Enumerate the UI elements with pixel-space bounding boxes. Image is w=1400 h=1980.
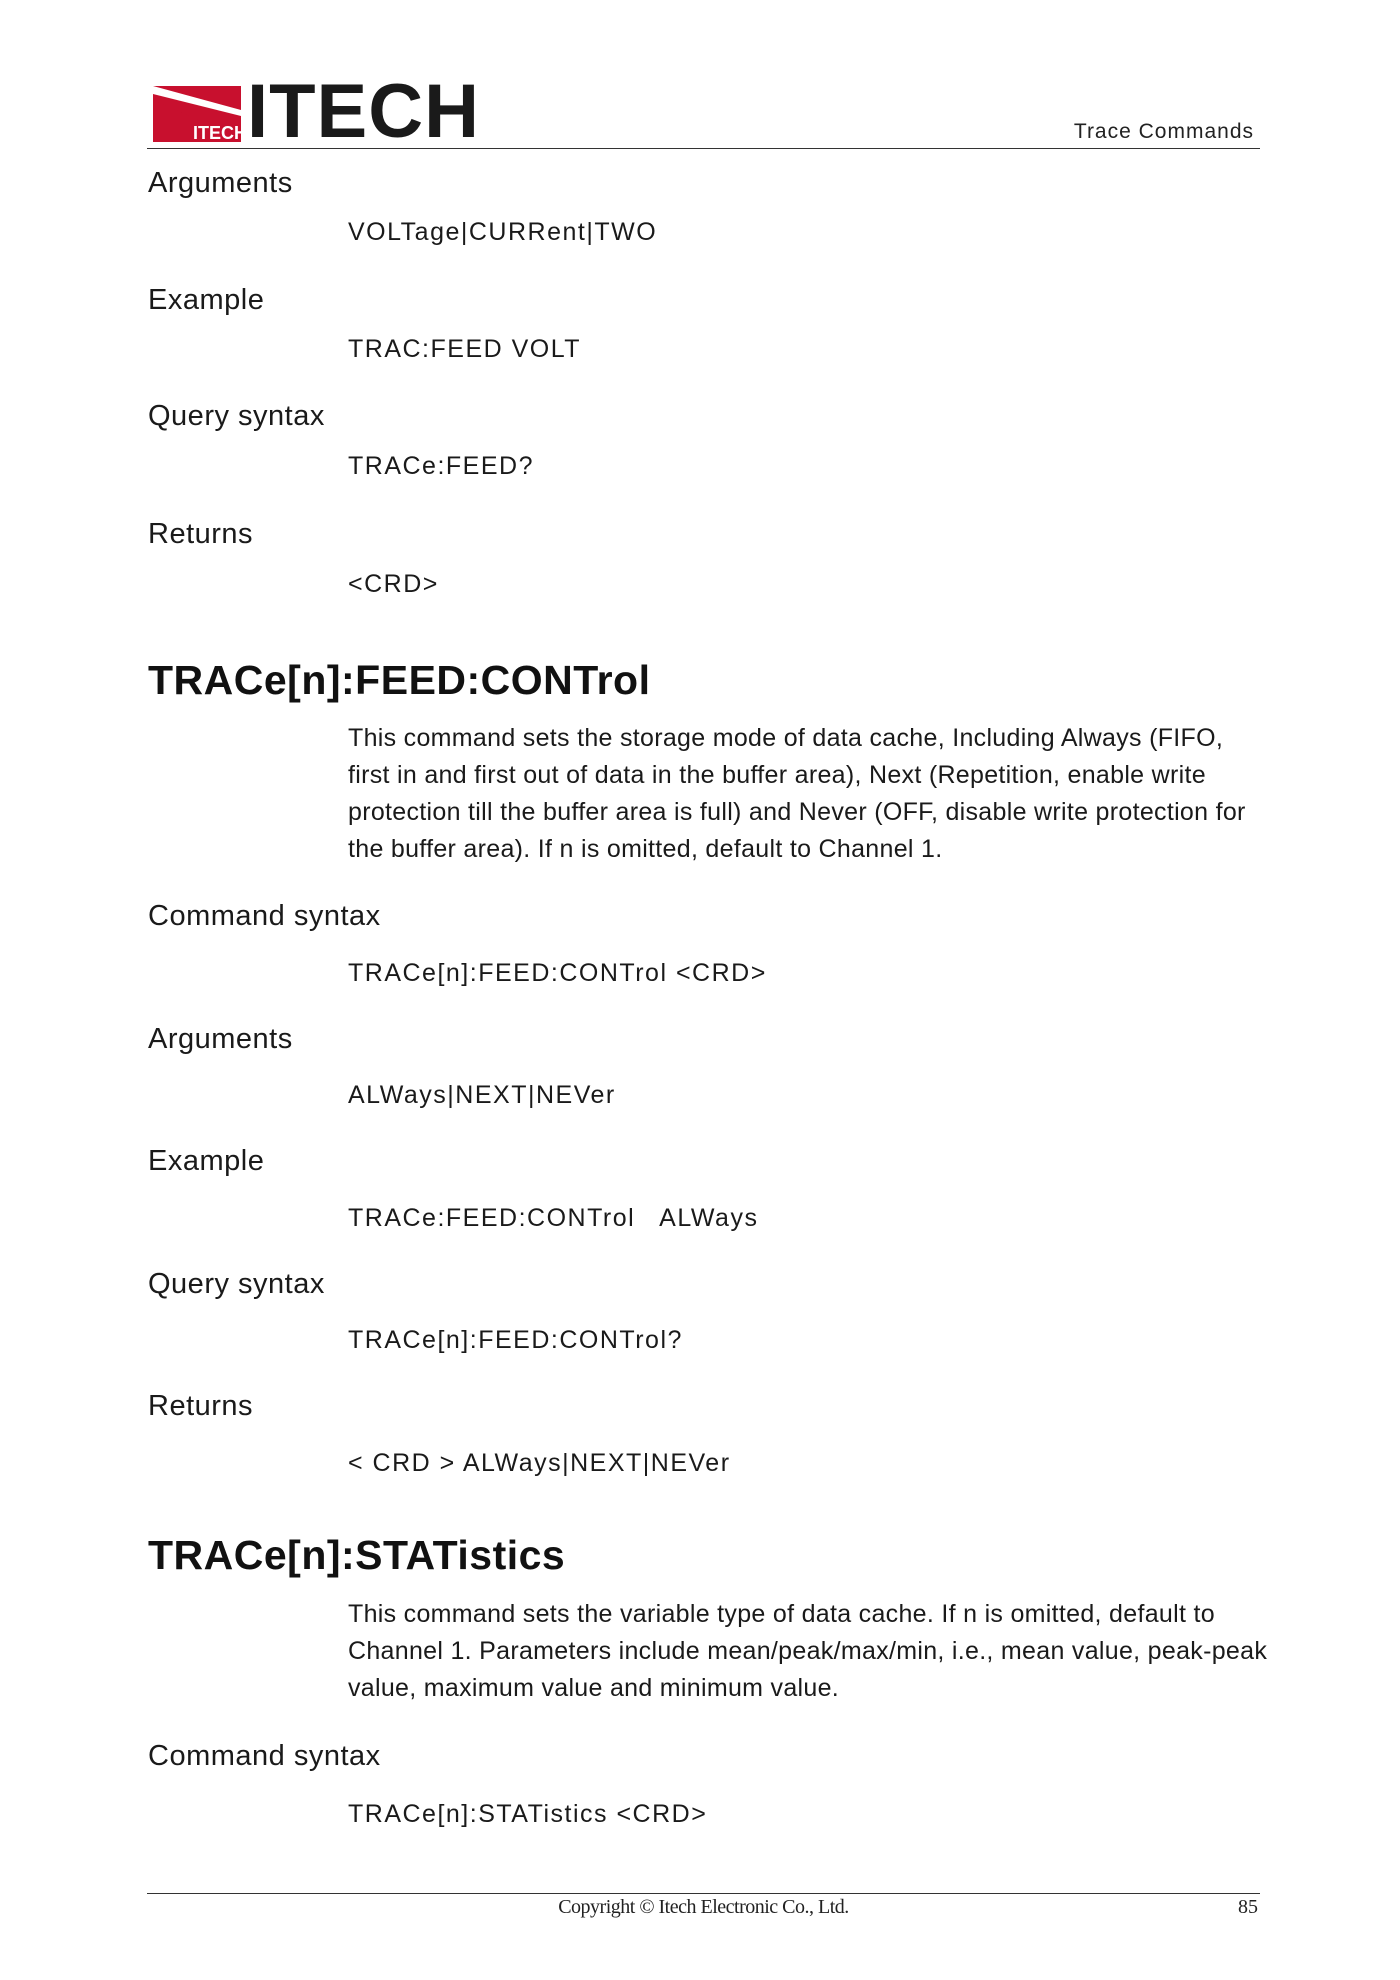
itech-logo-mark-icon [153, 86, 247, 143]
arguments-label: Arguments [148, 167, 293, 199]
arguments-label: Arguments [148, 1023, 293, 1055]
page-number: 85 [1238, 1896, 1258, 1918]
query-syntax-label: Query syntax [148, 400, 325, 432]
copyright-text: Copyright © Itech Electronic Co., Ltd. [558, 1896, 849, 1918]
page-header [147, 69, 1260, 154]
returns-label: Returns [148, 1390, 254, 1422]
example-value: TRACe:FEED:CONTrol ALWays [348, 1204, 759, 1232]
returns-value: <CRD> [348, 570, 439, 598]
arguments-value: VOLTage|CURRent|TWO [348, 218, 658, 246]
section-heading-statistics: TRACe[n]:STATistics [148, 1532, 566, 1578]
command-syntax-label: Command syntax [148, 1740, 381, 1772]
example-value: TRAC:FEED VOLT [348, 335, 582, 363]
svg-text:ITECH: ITECH [193, 123, 247, 143]
command-syntax-value: TRACe[n]:STATistics <CRD> [348, 1800, 708, 1828]
logo-wordmark: ITECH [247, 69, 480, 154]
command-syntax-value: TRACe[n]:FEED:CONTrol <CRD> [348, 959, 767, 987]
section-description: This command sets the storage mode of data cache, Including Always (FIFO, first in and first out of data in the buffer area), Next (Repetition, enable write protection till the buffer area is full) and Never (OFF, disable write protection for the buffer area). If n is omitted, default to Channel 1. [348, 724, 1246, 863]
page-footer [147, 1893, 1260, 1922]
section-heading-feed-control: TRACe[n]:FEED:CONTrol [148, 657, 651, 703]
section-description: This command sets the variable type of data cache. If n is omitted, default to Channel 1. Parameters include mean/peak/max/min, i.e., mean value, peak-peak value, maximum value and minimum value. [348, 1600, 1268, 1702]
query-syntax-label: Query syntax [148, 1268, 325, 1300]
returns-label: Returns [148, 518, 254, 550]
command-syntax-label: Command syntax [148, 900, 381, 932]
arguments-value: ALWays|NEXT|NEVer [348, 1081, 616, 1109]
query-syntax-value: TRACe[n]:FEED:CONTrol? [348, 1326, 683, 1354]
returns-value: < CRD > ALWays|NEXT|NEVer [348, 1449, 731, 1477]
section-title: Trace Commands [1073, 120, 1254, 143]
example-label: Example [148, 284, 265, 316]
example-label: Example [148, 1145, 265, 1177]
query-syntax-value: TRACe:FEED? [348, 452, 534, 480]
